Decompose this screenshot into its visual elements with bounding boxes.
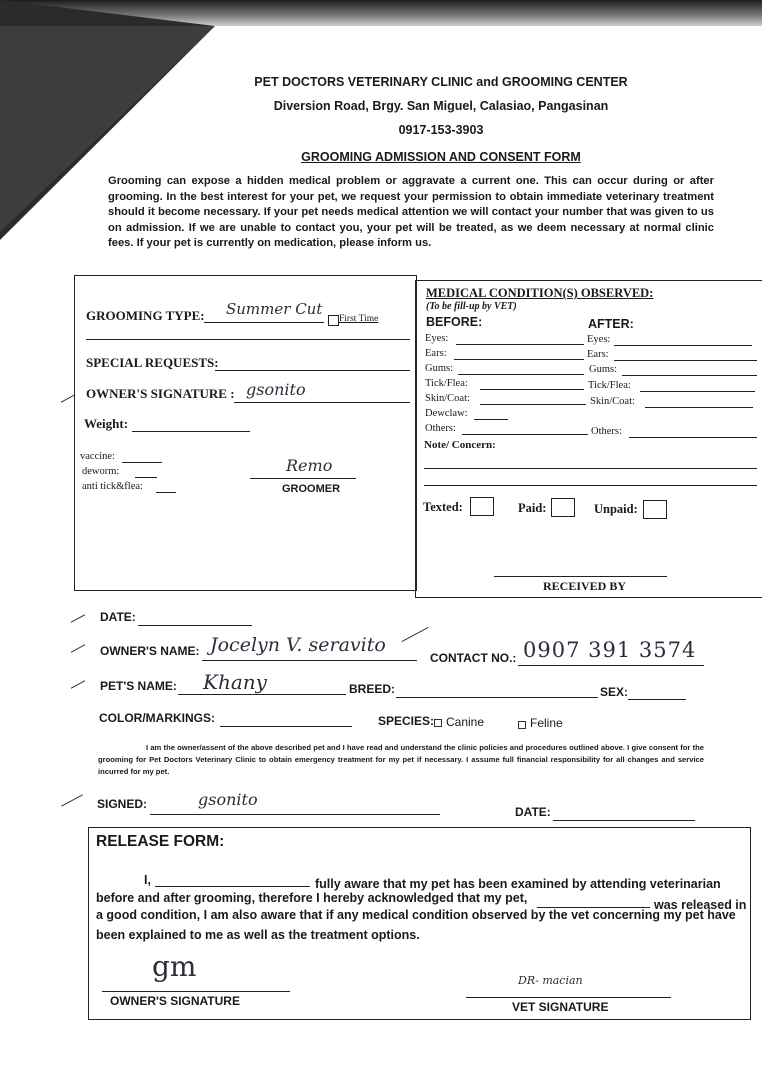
signed-line [150, 814, 440, 815]
release-owner-signature-value[interactable]: gm [152, 950, 197, 983]
paid-label: Paid: [518, 501, 547, 515]
feline-checkbox[interactable] [518, 721, 526, 729]
form-title: GROOMING ADMISSION AND CONSENT FORM [301, 150, 581, 164]
after-label: AFTER: [588, 317, 634, 331]
release-owner-signature-label: OWNER'S SIGNATURE [110, 994, 240, 1008]
breed-line [396, 697, 598, 698]
contact-value[interactable]: 0907 391 3574 [523, 638, 697, 662]
special-requests-label: SPECIAL REQUESTS: [86, 355, 219, 370]
release-i-label: I, [144, 873, 151, 887]
texted-label: Texted: [423, 500, 463, 514]
owner-name-label: OWNER'S NAME: [100, 644, 200, 658]
contact-line [518, 665, 704, 666]
weight-line [132, 431, 250, 432]
before-others-label: Others: [425, 423, 456, 434]
received-by-label: RECEIVED BY [543, 579, 627, 593]
vaccine-label: vaccine: [80, 451, 115, 462]
after-skin-label: Skin/Coat: [590, 396, 635, 407]
anti-tick-label: anti tick&flea: [82, 481, 143, 492]
after-others-line [629, 437, 757, 438]
intro-paragraph: Grooming can expose a hidden medical problem or aggravate a current one. This can occur during or after grooming. In the best interest for your pet, we request your permission to obtain immediate veterinary treatment should it become necessary. If your pet needs medical attention we will contact your number that was given to us on admission. If we are unable to contact you, your pet will be treated, as we deem necessary at normal clinic fees. If your pet is currently on medication, please inform us. [108, 175, 714, 249]
clinic-address: Diversion Road, Brgy. San Miguel, Calasiao, Pangasinan [273, 99, 609, 113]
signed-date-label: DATE: [515, 805, 551, 819]
grooming-type-value[interactable]: Summer Cut [226, 300, 323, 318]
grooming-type-line-2 [86, 339, 410, 340]
grooming-type-label: GROOMING TYPE: [86, 308, 205, 323]
special-requests-line [215, 370, 410, 371]
breed-label: BREED: [349, 682, 396, 696]
release-text-3: was released in [654, 898, 747, 912]
before-ears-line [454, 359, 584, 360]
release-name-line [155, 886, 310, 887]
note-line-1 [424, 468, 757, 469]
paid-checkbox[interactable] [551, 498, 575, 517]
signed-label: SIGNED: [97, 797, 148, 811]
grooming-type-line [204, 322, 324, 323]
unpaid-label: Unpaid: [594, 502, 638, 516]
canine-label: Canine [446, 715, 485, 729]
owner-name-line [202, 660, 417, 661]
after-eyes-line [614, 345, 752, 346]
first-time-label: First Time [339, 314, 379, 324]
texted-checkbox[interactable] [470, 497, 494, 516]
medical-subtitle: (To be fill-up by VET) [426, 301, 517, 312]
before-gums-label: Gums: [425, 363, 454, 374]
clinic-name: PET DOCTORS VETERINARY CLINIC and GROOMING CENTER [254, 75, 628, 89]
release-text-5: been explained to me as well as the treatment options. [96, 928, 420, 942]
consent-paragraph: I am the owner/assent of the above described pet and I have read and understand the clinic policies and procedures outlined above. I give consent for the grooming for Pet Doctors Veterinary Clinic to obtain emergency treatment for my pet if necessary. I assume full financial responsibility for all changes and service incurred for my pet. [98, 743, 704, 776]
sex-label: SEX: [600, 685, 629, 699]
after-tick-label: Tick/Flea: [588, 380, 631, 391]
before-dewclaw-line [474, 419, 508, 420]
pet-name-line [178, 694, 346, 695]
before-gums-line [458, 374, 584, 375]
before-label: BEFORE: [426, 315, 483, 329]
clinic-phone: 0917-153-3903 [398, 123, 484, 137]
first-time-checkbox[interactable] [328, 315, 339, 326]
owner-signature-label: OWNER'S SIGNATURE : [86, 386, 235, 401]
before-dewclaw-label: Dewclaw: [425, 408, 468, 419]
vet-signature-value[interactable]: DR- macian [518, 974, 583, 987]
after-eyes-label: Eyes: [587, 334, 611, 345]
canine-checkbox[interactable] [434, 719, 442, 727]
after-gums-label: Gums: [589, 364, 618, 375]
pet-name-label: PET'S NAME: [100, 679, 177, 693]
before-eyes-line [456, 344, 584, 345]
note-line-2 [424, 485, 757, 486]
note-label: Note/ Concern: [424, 439, 496, 451]
owner-name-value[interactable]: Jocelyn V. seravito [210, 634, 386, 656]
deworm-label: deworm: [82, 466, 120, 477]
groomer-signature-value[interactable]: Remo [286, 456, 333, 475]
signed-date-line [553, 820, 695, 821]
color-line [220, 726, 352, 727]
color-label: COLOR/MARKINGS: [99, 711, 215, 725]
deworm-line [135, 477, 157, 478]
medical-title: MEDICAL CONDITION(S) OBSERVED: [426, 286, 654, 300]
before-skin-label: Skin/Coat: [425, 393, 470, 404]
after-others-label: Others: [591, 426, 622, 437]
unpaid-checkbox[interactable] [643, 500, 667, 519]
after-gums-line [622, 375, 757, 376]
release-text-1: fully aware that my pet has been examined by attending veterinarian [315, 877, 721, 891]
before-skin-line [480, 404, 586, 405]
release-title: RELEASE FORM: [96, 833, 225, 850]
sex-line [628, 699, 686, 700]
after-ears-line [614, 360, 757, 361]
before-tick-line [480, 389, 584, 390]
received-by-line [494, 576, 667, 577]
feline-label: Feline [530, 716, 563, 730]
before-tick-label: Tick/Flea: [425, 378, 468, 389]
species-label: SPECIES: [378, 714, 435, 728]
date-line [138, 625, 252, 626]
release-text-2: before and after grooming, therefore I hereby acknowledged that my pet, [96, 891, 528, 905]
after-skin-line [645, 407, 753, 408]
contact-label: CONTACT NO.: [430, 651, 517, 665]
before-eyes-label: Eyes: [425, 333, 449, 344]
weight-label: Weight: [84, 416, 129, 431]
vaccine-line [122, 462, 162, 463]
vet-signature-line [466, 997, 671, 998]
owner-signature-line [234, 402, 410, 403]
groomer-line [250, 478, 356, 479]
signed-value[interactable]: gsonito [198, 790, 258, 809]
vet-signature-label: VET SIGNATURE [512, 1000, 609, 1014]
before-ears-label: Ears: [425, 348, 447, 359]
release-text-4: a good condition, I am also aware that if any medical condition observed by the vet concerning my pet have [96, 908, 736, 922]
after-tick-line [640, 391, 755, 392]
after-ears-label: Ears: [587, 349, 609, 360]
before-others-line [462, 434, 588, 435]
pet-name-value[interactable]: Khany [203, 670, 267, 694]
release-owner-signature-line [102, 991, 290, 992]
date-label: DATE: [100, 610, 136, 624]
anti-tick-line [156, 492, 176, 493]
groomer-label: GROOMER [282, 483, 341, 495]
owner-signature-value[interactable]: gsonito [246, 380, 306, 399]
